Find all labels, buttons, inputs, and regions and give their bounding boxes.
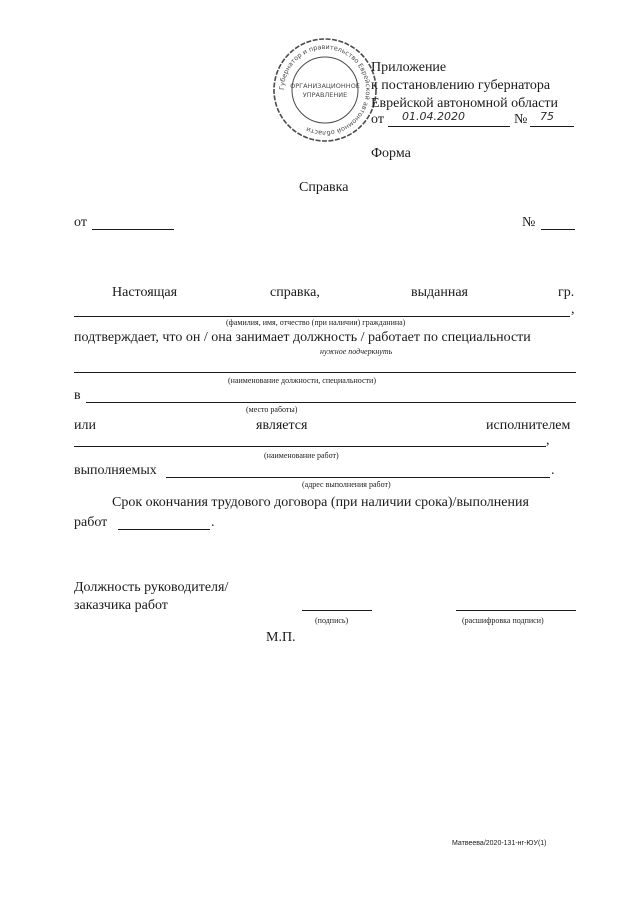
caption-works: (наименование работ) (264, 451, 339, 460)
underline-note: нужное подчеркнуть (320, 347, 393, 356)
word-yavlyaetsya: является (256, 418, 308, 433)
document-title: Справка (299, 180, 349, 195)
position-line2: заказчика работ (74, 598, 168, 613)
performed-label: выполняемых (74, 463, 157, 478)
term-line2: работ (74, 515, 108, 530)
number-label: № (522, 215, 536, 230)
term-period: . (211, 515, 215, 530)
works-comma: , (546, 433, 550, 448)
appendix-label: Приложение (371, 60, 447, 75)
term-line1: Срок окончания трудового договора (при наличии срока)/выполнения (112, 495, 529, 510)
header-number-label: № (514, 112, 528, 127)
seal-label: М.П. (266, 630, 296, 645)
from-label: от (74, 215, 87, 230)
stamp-center-line1: ОРГАНИЗАЦИОННОЕ (290, 82, 360, 90)
word-spravka: справка, (270, 285, 320, 300)
word-gr: гр. (558, 285, 575, 300)
word-ispolnitelem: исполнителем (486, 418, 571, 433)
caption-sign: (подпись) (315, 616, 349, 625)
caption-decode: (расшифровка подписи) (462, 616, 544, 625)
header-date: 01.04.2020 (402, 110, 465, 123)
fio-comma: , (571, 302, 575, 317)
stamp-center-line2: УПРАВЛЕНИЕ (302, 91, 348, 99)
word-ili: или (74, 418, 96, 433)
address-period: . (551, 463, 555, 478)
organization-stamp (271, 36, 379, 144)
caption-position: (наименование должности, специальности) (228, 376, 376, 385)
form-label: Форма (371, 146, 411, 161)
confirms-text: подтверждает, что он / она занимает должность / работает по специальности (74, 330, 531, 345)
caption-address: (адрес выполнения работ) (302, 480, 391, 489)
caption-fio: (фамилия, имя, отчество (при наличии) гражданина) (226, 318, 406, 327)
header-from-label: от (371, 112, 384, 127)
caption-workplace: (место работы) (246, 405, 298, 414)
header-number: 75 (540, 110, 554, 123)
resolution-label: к постановлению губернатора (371, 78, 551, 93)
stamp-ring-text: Губернатор и правительство Еврейской автономной области (277, 42, 373, 138)
position-line1: Должность руководителя/ (74, 580, 229, 595)
in-label: в (74, 388, 81, 403)
word-nastoyashchaya: Настоящая (112, 285, 178, 300)
word-vydannaya: выданная (411, 285, 468, 300)
region-label: Еврейской автономной области (371, 96, 558, 111)
footer-code: Матвеева/2020-131-нг-ЮУ(1) (452, 840, 547, 847)
